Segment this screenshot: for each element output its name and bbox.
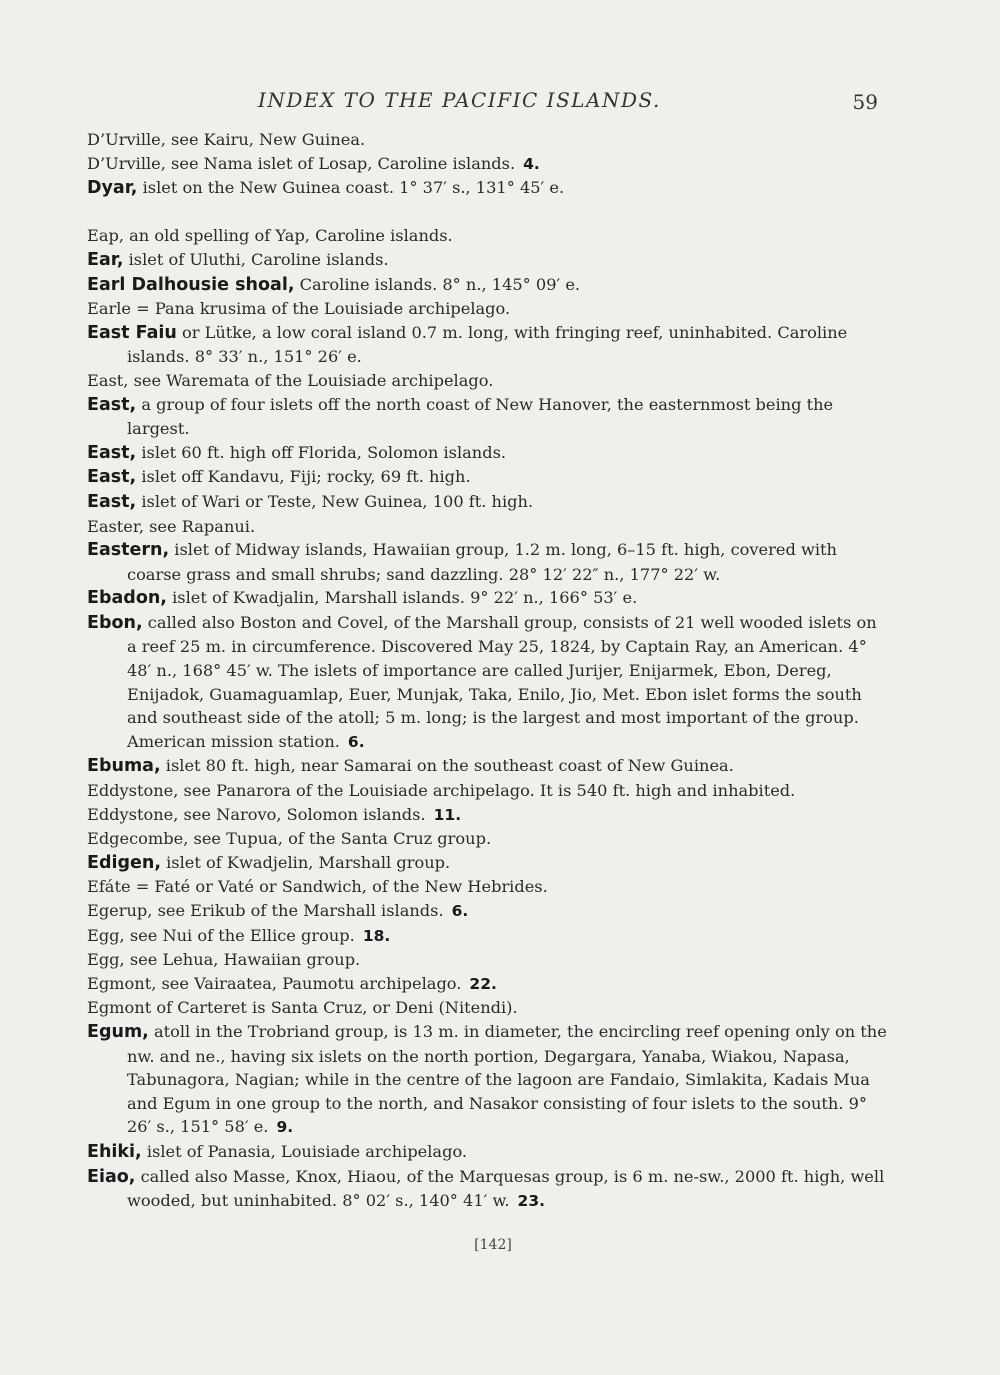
entry-text: Efáte = Faté or Vaté or Sandwich, of the New Hebrides. xyxy=(87,877,548,897)
entry-map-ref: 11. xyxy=(433,805,462,824)
index-entry xyxy=(87,176,887,201)
entry-headword: East, xyxy=(87,467,137,488)
entry-text: islet of Kwadjelin, Marshall group. xyxy=(160,852,451,872)
index-entry xyxy=(87,152,887,177)
index-entry xyxy=(87,273,887,298)
entry-map-ref: 4. xyxy=(523,154,540,173)
index-entry xyxy=(87,586,887,611)
entry-headword: East Faiu xyxy=(87,322,177,343)
entry-text: Edgecombe, see Tupua, of the Santa Cruz group. xyxy=(87,829,492,849)
entry-headword: Eiao, xyxy=(87,1166,136,1187)
index-entry xyxy=(87,827,887,851)
index-entry xyxy=(87,899,887,924)
entry-text: called also Boston and Covel, of the Marshall group, consists of 21 well wooded islets on a reef 25 m. in circumference. Discovered May 25, 1824, by Captain Ray, an American. 4° 48′ n., 168° 45′ w. The islets of importance are called Jurijer, Enijarmek, Ebon, Dereg, Enijadok, Guamaguamlap, Euer, Munjak, Taka, Enilo, Jio, Met. Ebon islet forms the south and southeast side of the atoll; 5 m. long; is the largest and most important of the group. American mission station. xyxy=(127,612,877,751)
running-title: INDEX TO THE PACIFIC ISLANDS. xyxy=(258,88,661,112)
entry-text: islet of Uluthi, Caroline islands. xyxy=(123,249,389,269)
entry-text: Eddystone, see Panarora of the Louisiade archipelago. It is 540 ft. high and inhabited. xyxy=(87,781,796,801)
entry-text: Egg, see Nui of the Ellice group. xyxy=(87,925,355,945)
entry-map-ref: 23. xyxy=(517,1192,545,1211)
entry-headword: East, xyxy=(87,442,137,463)
index-entry xyxy=(87,538,887,586)
entry-headword: Ehiki, xyxy=(87,1141,142,1162)
signature-mark: [142] xyxy=(474,1237,512,1253)
entry-text: Earle = Pana krusima of the Louisiade archipelago. xyxy=(87,299,511,319)
entry-headword: Ebadon, xyxy=(87,588,167,609)
entry-text: or Lütke, a low coral island 0.7 m. long, with fringing reef, uninhabited. Caroline islands. 8° 33′ n., 151° 26′ e. xyxy=(127,322,848,367)
entry-text: islet off Kandavu, Fiji; rocky, 69 ft. high. xyxy=(136,467,471,487)
entry-text: islet 60 ft. high off Florida, Solomon islands. xyxy=(136,442,507,462)
index-entry xyxy=(87,490,887,515)
entry-text: Easter, see Rapanui. xyxy=(87,516,256,536)
index-entry xyxy=(87,996,887,1020)
index-entry xyxy=(87,948,887,972)
index-entry xyxy=(87,1165,887,1214)
index-entry xyxy=(87,248,887,273)
entry-text: Egmont of Carteret is Santa Cruz, or Deni (Nitendi). xyxy=(87,998,518,1018)
entry-text: islet of Wari or Teste, New Guinea, 100 ft. high. xyxy=(136,491,534,511)
footer xyxy=(0,1237,1000,1253)
entry-map-ref: 22. xyxy=(469,974,497,993)
index-entry xyxy=(87,515,887,539)
entry-headword: Eastern, xyxy=(87,540,170,561)
index-entry xyxy=(87,875,887,899)
entry-text: called also Masse, Knox, Hiaou, of the Marquesas group, is 6 m. ne-sw., 2000 ft. high, well wooded, but uninhabited. 8° 02′ s., 140° 41′ w. xyxy=(127,1166,885,1211)
entry-headword: Ebon, xyxy=(87,612,143,633)
entry-text: Caroline islands. 8° n., 145° 09′ e. xyxy=(294,274,581,294)
entry-map-ref: 9. xyxy=(276,1118,294,1137)
entry-headword: East, xyxy=(87,491,137,512)
entry-headword: East, xyxy=(87,394,137,415)
entry-headword: Dyar, xyxy=(87,178,138,199)
entry-headword: Ebuma, xyxy=(87,756,161,777)
index-entry xyxy=(87,851,887,876)
entry-text: Eap, an old spelling of Yap, Caroline islands. xyxy=(87,226,453,246)
entry-text: D’Urville, see Kairu, New Guinea. xyxy=(87,130,366,149)
index-entry xyxy=(87,224,887,248)
entry-map-ref: 18. xyxy=(362,926,391,945)
index-entry xyxy=(87,128,887,152)
entry-text: Egg, see Lehua, Hawaiian group. xyxy=(87,950,361,970)
entry-spacer xyxy=(87,201,887,225)
index-entry xyxy=(87,297,887,321)
entry-text: islet of Kwadjalin, Marshall islands. 9° 22′ n., 166° 53′ e. xyxy=(166,588,638,608)
page-number: 59 xyxy=(852,90,878,114)
entry-text: a group of four islets off the north coast of New Hanover, the easternmost being the largest. xyxy=(127,394,834,439)
index-entry xyxy=(87,441,887,466)
entry-headword: Earl Dalhousie shoal, xyxy=(87,274,295,295)
entry-text: islet 80 ft. high, near Samarai on the southeast coast of New Guinea. xyxy=(160,756,734,776)
index-entry xyxy=(87,611,887,755)
index-entry xyxy=(87,972,887,997)
entry-text: Egerup, see Erikub of the Marshall islands. xyxy=(87,901,444,920)
index-entry xyxy=(87,393,887,441)
entry-text: Eddystone, see Narovo, Solomon islands. xyxy=(87,804,426,824)
entry-map-ref: 6. xyxy=(347,732,365,751)
index-entry xyxy=(87,1020,887,1140)
index-entry xyxy=(87,465,887,490)
index-entry xyxy=(87,803,887,828)
index-entry xyxy=(87,779,887,803)
entry-text: atoll in the Trobriand group, is 13 m. in diameter, the encircling reef opening only on the nw. and ne., having six islets on the north portion, Degargara, Yanaba, Wiakou, Napasa, Tabunagora, Nagian; while in the centre of the lagoon are Fandaio, Simlakita, Kadais Mua and Egum in one group to the north, and Nasakor consisting of four islets to the south. 9° 26′ s., 151° 58′ e. xyxy=(127,1021,887,1137)
entry-headword: Ear, xyxy=(87,249,124,270)
index-entry xyxy=(87,754,887,779)
entry-map-ref: 6. xyxy=(451,902,469,920)
entry-text: D’Urville, see Nama islet of Losap, Caroline islands. xyxy=(87,153,516,173)
index-entries xyxy=(87,128,887,1214)
index-entry xyxy=(87,321,887,369)
index-entry xyxy=(87,369,887,393)
entry-text: Egmont, see Vairaatea, Paumotu archipelago. xyxy=(87,973,462,993)
index-entry xyxy=(87,1140,887,1165)
entry-text: islet of Panasia, Louisiade archipelago. xyxy=(141,1141,468,1161)
index-entry xyxy=(87,924,887,949)
entry-text: East, see Waremata of the Louisiade archipelago. xyxy=(87,370,494,390)
entry-text: islet of Midway islands, Hawaiian group, 1.2 m. long, 6–15 ft. high, covered with coarse grass and small shrubs; sand dazzling. 28° 12′ 22″ n., 177° 22′ w. xyxy=(127,540,837,584)
running-header xyxy=(0,88,1000,118)
entry-text: islet on the New Guinea coast. 1° 37′ s., 131° 45′ e. xyxy=(137,178,565,198)
entry-headword: Egum, xyxy=(87,1021,149,1042)
entry-headword: Edigen, xyxy=(87,852,161,873)
